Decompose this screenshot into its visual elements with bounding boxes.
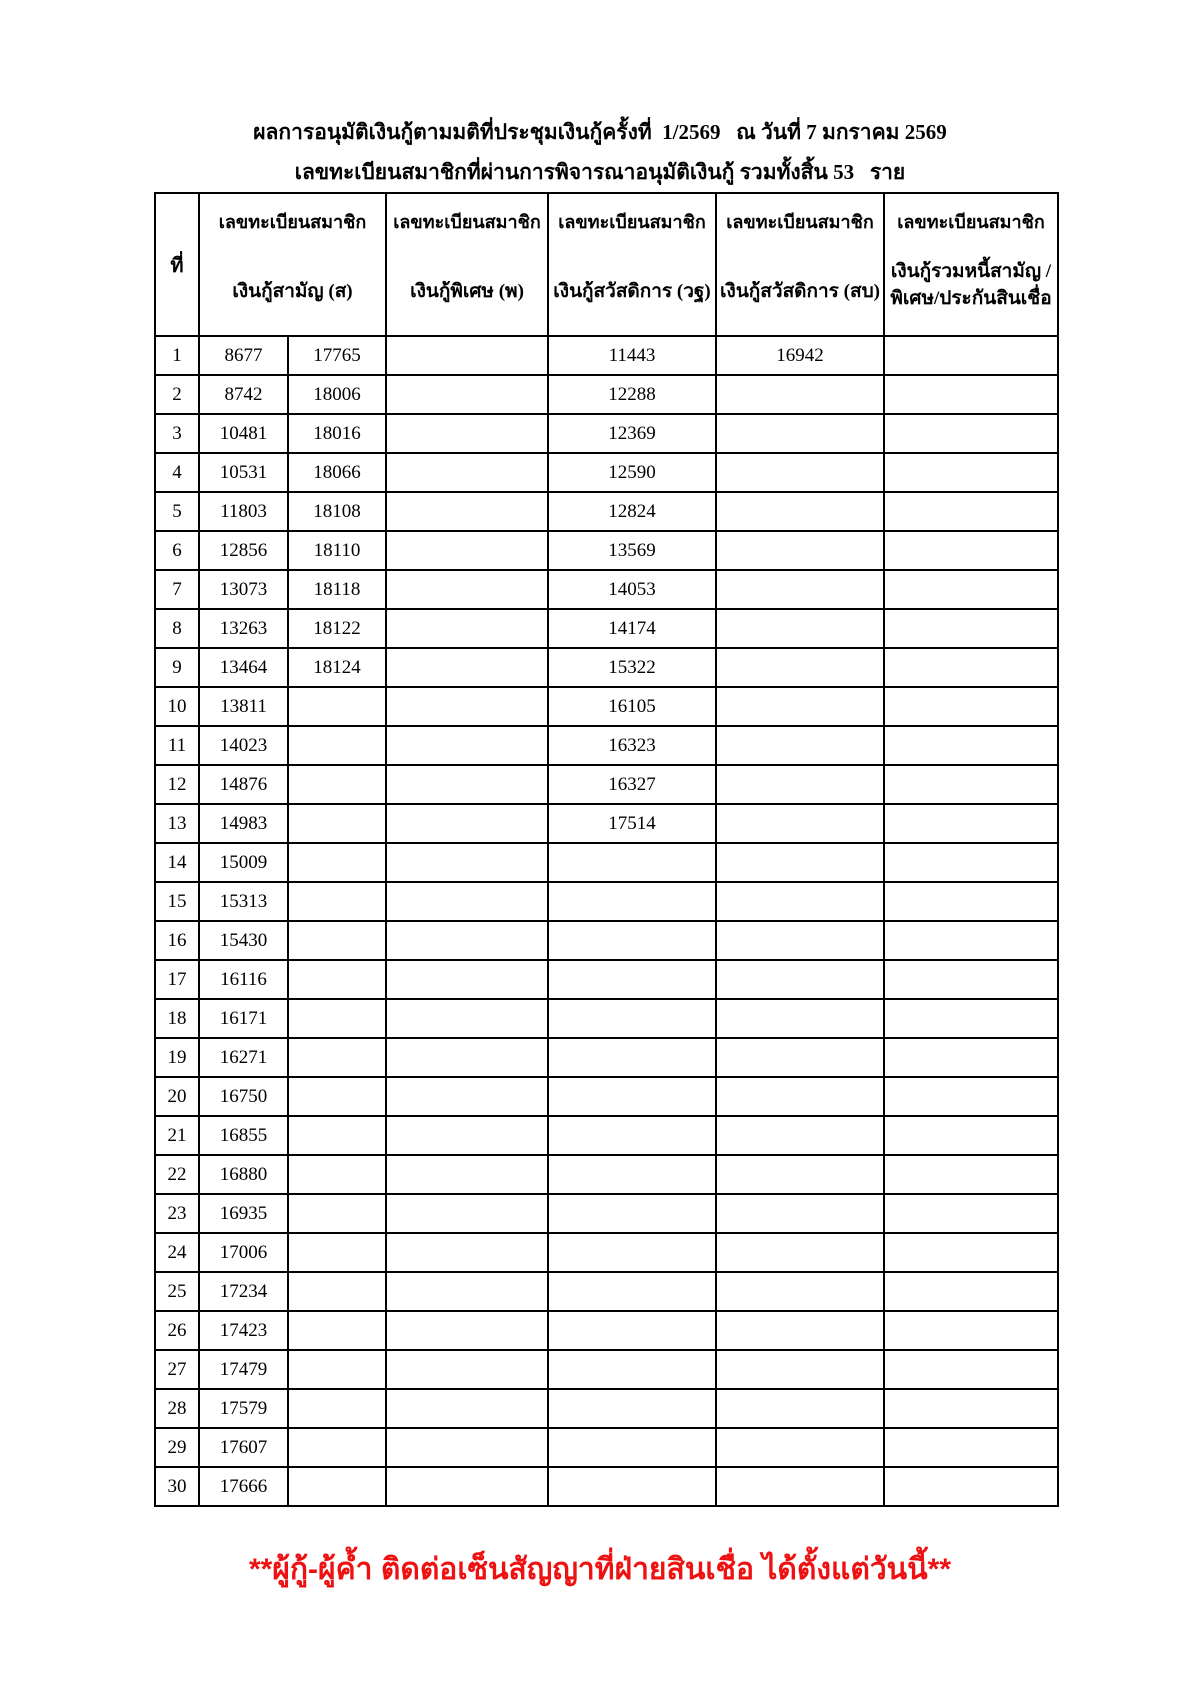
sawatdikan-sb-cell [716, 1467, 884, 1506]
sawatdikan-sb-cell [716, 1428, 884, 1467]
serial-cell: 25 [155, 1272, 199, 1311]
saman-col-a-cell: 16880 [199, 1155, 288, 1194]
document-title-line1: ผลการอนุมัติเงินกู้ตามมติที่ประชุมเงินกู้ครั้งที่ 1/2569 ณ วันที่ 7 มกราคม 2569 [253, 120, 947, 144]
loan-type-phiset-label: เงินกู้พิเศษ (พ) [410, 281, 524, 302]
phiset-cell [386, 687, 548, 726]
sawatdikan-sb-cell [716, 1077, 884, 1116]
saman-col-b-cell: 18118 [288, 570, 386, 609]
sawatdikan-wt-cell [548, 999, 716, 1038]
ruam-nee-cell [884, 414, 1058, 453]
serial-cell: 10 [155, 687, 199, 726]
table-row [155, 1116, 1058, 1155]
sawatdikan-wt-cell [548, 1311, 716, 1350]
phiset-cell [386, 1467, 548, 1506]
member-number-label: เลขทะเบียนสมาชิก [393, 212, 541, 232]
serial-cell: 28 [155, 1389, 199, 1428]
serial-header-label: ที่ [170, 254, 184, 277]
footer-note: **ผู้กู้-ผู้ค้ำ ติดต่อเซ็นสัญญาที่ฝ่ายสินเชื่อ ได้ตั้งแต่วันนี้** [248, 1553, 952, 1586]
phiset-cell [386, 960, 548, 999]
sawatdikan-sb-cell [716, 1389, 884, 1428]
table-row [155, 882, 1058, 921]
sawatdikan-sb-cell [716, 1038, 884, 1077]
sawatdikan-wt-cell: 16323 [548, 726, 716, 765]
phiset-cell [386, 453, 548, 492]
loan-type-sawatdikan-wt-label: เงินกู้สวัสดิการ (วฐ) [553, 281, 711, 302]
sawatdikan-wt-cell: 11443 [548, 336, 716, 375]
phiset-cell [386, 1350, 548, 1389]
table-row [155, 1077, 1058, 1116]
saman-col-b-cell [288, 1116, 386, 1155]
sawatdikan-wt-cell [548, 1272, 716, 1311]
saman-col-a-cell: 16750 [199, 1077, 288, 1116]
serial-cell: 5 [155, 492, 199, 531]
ruam-nee-cell [884, 687, 1058, 726]
saman-col-b-cell: 18122 [288, 609, 386, 648]
loan-approval-table [154, 192, 1059, 1507]
sawatdikan-sb-cell [716, 1155, 884, 1194]
ruam-nee-cell [884, 1038, 1058, 1077]
serial-cell: 15 [155, 882, 199, 921]
sawatdikan-wt-cell [548, 1116, 716, 1155]
sawatdikan-wt-cell: 13569 [548, 531, 716, 570]
header-ruam-nee-loan [884, 193, 1058, 336]
saman-col-a-cell: 8742 [199, 375, 288, 414]
saman-col-a-cell: 16271 [199, 1038, 288, 1077]
sawatdikan-sb-cell [716, 1311, 884, 1350]
ruam-nee-cell [884, 1077, 1058, 1116]
ruam-nee-cell [884, 531, 1058, 570]
serial-cell: 30 [155, 1467, 199, 1506]
ruam-nee-cell [884, 765, 1058, 804]
phiset-cell [386, 1311, 548, 1350]
header-saman-loan [199, 193, 386, 336]
table-row [155, 804, 1058, 843]
phiset-cell [386, 726, 548, 765]
saman-col-b-cell [288, 960, 386, 999]
serial-cell: 7 [155, 570, 199, 609]
saman-col-a-cell: 13073 [199, 570, 288, 609]
saman-col-a-cell: 17666 [199, 1467, 288, 1506]
phiset-cell [386, 1389, 548, 1428]
saman-col-b-cell [288, 1467, 386, 1506]
saman-col-b-cell [288, 1428, 386, 1467]
saman-col-b-cell [288, 1155, 386, 1194]
table-row [155, 1350, 1058, 1389]
header-serial [155, 193, 199, 336]
sawatdikan-wt-cell: 12590 [548, 453, 716, 492]
table-row [155, 921, 1058, 960]
saman-col-a-cell: 17579 [199, 1389, 288, 1428]
sawatdikan-wt-cell: 14053 [548, 570, 716, 609]
loan-type-ruam-nee-line2: พิเศษ/ประกันสินเชื่อ [890, 288, 1052, 309]
saman-col-b-cell [288, 1272, 386, 1311]
ruam-nee-cell [884, 804, 1058, 843]
loan-type-sawatdikan-sb-label: เงินกู้สวัสดิการ (สบ) [720, 281, 880, 302]
phiset-cell [386, 336, 548, 375]
sawatdikan-wt-cell [548, 843, 716, 882]
sawatdikan-wt-cell: 12288 [548, 375, 716, 414]
loan-type-saman-label: เงินกู้สามัญ (ส) [232, 281, 353, 302]
serial-cell: 4 [155, 453, 199, 492]
ruam-nee-cell [884, 921, 1058, 960]
sawatdikan-sb-cell [716, 687, 884, 726]
ruam-nee-cell [884, 492, 1058, 531]
saman-col-b-cell [288, 804, 386, 843]
phiset-cell [386, 921, 548, 960]
saman-col-b-cell [288, 1038, 386, 1077]
saman-col-b-cell [288, 726, 386, 765]
sawatdikan-sb-cell: 16942 [716, 336, 884, 375]
table-row [155, 843, 1058, 882]
serial-cell: 22 [155, 1155, 199, 1194]
serial-cell: 26 [155, 1311, 199, 1350]
serial-cell: 29 [155, 1428, 199, 1467]
sawatdikan-sb-cell [716, 921, 884, 960]
sawatdikan-sb-cell [716, 999, 884, 1038]
table-row [155, 492, 1058, 531]
table-row [155, 1194, 1058, 1233]
phiset-cell [386, 804, 548, 843]
ruam-nee-cell [884, 1389, 1058, 1428]
saman-col-b-cell [288, 1311, 386, 1350]
saman-col-b-cell [288, 843, 386, 882]
ruam-nee-cell [884, 1155, 1058, 1194]
sawatdikan-wt-cell: 12369 [548, 414, 716, 453]
sawatdikan-sb-cell [716, 1350, 884, 1389]
document-title-line2: เลขทะเบียนสมาชิกที่ผ่านการพิจารณาอนุมัติเงินกู้ รวมทั้งสิ้น 53 ราย [294, 160, 906, 184]
serial-cell: 12 [155, 765, 199, 804]
sawatdikan-sb-cell [716, 804, 884, 843]
saman-col-a-cell: 13464 [199, 648, 288, 687]
phiset-cell [386, 570, 548, 609]
ruam-nee-cell [884, 882, 1058, 921]
sawatdikan-wt-cell [548, 1194, 716, 1233]
ruam-nee-cell [884, 960, 1058, 999]
serial-cell: 20 [155, 1077, 199, 1116]
ruam-nee-cell [884, 1350, 1058, 1389]
saman-col-a-cell: 10481 [199, 414, 288, 453]
ruam-nee-cell [884, 1272, 1058, 1311]
table-row [155, 531, 1058, 570]
sawatdikan-wt-cell [548, 882, 716, 921]
phiset-cell [386, 999, 548, 1038]
sawatdikan-sb-cell [716, 609, 884, 648]
sawatdikan-sb-cell [716, 492, 884, 531]
ruam-nee-cell [884, 726, 1058, 765]
table-row [155, 999, 1058, 1038]
saman-col-a-cell: 17006 [199, 1233, 288, 1272]
serial-cell: 24 [155, 1233, 199, 1272]
phiset-cell [386, 648, 548, 687]
member-number-label: เลขทะเบียนสมาชิก [897, 212, 1045, 232]
sawatdikan-sb-cell [716, 1194, 884, 1233]
ruam-nee-cell [884, 1311, 1058, 1350]
saman-col-a-cell: 14023 [199, 726, 288, 765]
saman-col-a-cell: 12856 [199, 531, 288, 570]
saman-col-a-cell: 13263 [199, 609, 288, 648]
table-row [155, 726, 1058, 765]
sawatdikan-wt-cell [548, 1038, 716, 1077]
saman-col-b-cell [288, 1350, 386, 1389]
saman-col-b-cell [288, 1389, 386, 1428]
saman-col-b-cell [288, 999, 386, 1038]
member-table-body [155, 336, 1058, 1506]
sawatdikan-wt-cell [548, 1428, 716, 1467]
sawatdikan-wt-cell: 14174 [548, 609, 716, 648]
ruam-nee-cell [884, 570, 1058, 609]
saman-col-a-cell: 8677 [199, 336, 288, 375]
ruam-nee-cell [884, 1467, 1058, 1506]
saman-col-a-cell: 17234 [199, 1272, 288, 1311]
table-row [155, 609, 1058, 648]
saman-col-b-cell [288, 687, 386, 726]
sawatdikan-sb-cell [716, 453, 884, 492]
sawatdikan-wt-cell: 16105 [548, 687, 716, 726]
phiset-cell [386, 765, 548, 804]
table-header-row [155, 193, 1058, 336]
sawatdikan-wt-cell [548, 1155, 716, 1194]
table-row [155, 1233, 1058, 1272]
serial-cell: 23 [155, 1194, 199, 1233]
phiset-cell [386, 882, 548, 921]
sawatdikan-sb-cell [716, 882, 884, 921]
serial-cell: 8 [155, 609, 199, 648]
ruam-nee-cell [884, 336, 1058, 375]
sawatdikan-wt-cell [548, 1350, 716, 1389]
sawatdikan-wt-cell [548, 921, 716, 960]
member-number-label: เลขทะเบียนสมาชิก [726, 212, 874, 232]
sawatdikan-wt-cell: 12824 [548, 492, 716, 531]
sawatdikan-sb-cell [716, 843, 884, 882]
saman-col-a-cell: 16171 [199, 999, 288, 1038]
phiset-cell [386, 531, 548, 570]
serial-cell: 16 [155, 921, 199, 960]
phiset-cell [386, 1038, 548, 1077]
saman-col-b-cell: 17765 [288, 336, 386, 375]
saman-col-b-cell [288, 882, 386, 921]
saman-col-b-cell [288, 1077, 386, 1116]
phiset-cell [386, 1116, 548, 1155]
ruam-nee-cell [884, 1116, 1058, 1155]
phiset-cell [386, 492, 548, 531]
phiset-cell [386, 1077, 548, 1116]
serial-cell: 18 [155, 999, 199, 1038]
saman-col-b-cell [288, 1233, 386, 1272]
sawatdikan-wt-cell [548, 960, 716, 999]
serial-cell: 17 [155, 960, 199, 999]
serial-cell: 19 [155, 1038, 199, 1077]
phiset-cell [386, 375, 548, 414]
table-row [155, 570, 1058, 609]
loan-type-ruam-nee-label [885, 258, 1057, 312]
saman-col-a-cell: 13811 [199, 687, 288, 726]
header-phiset-loan [386, 193, 548, 336]
header-sawatdikan-sb-loan [716, 193, 884, 336]
saman-col-b-cell: 18006 [288, 375, 386, 414]
sawatdikan-wt-cell [548, 1467, 716, 1506]
serial-cell: 21 [155, 1116, 199, 1155]
saman-col-a-cell: 15313 [199, 882, 288, 921]
ruam-nee-cell [884, 999, 1058, 1038]
saman-col-a-cell: 14876 [199, 765, 288, 804]
saman-col-a-cell: 15430 [199, 921, 288, 960]
sawatdikan-wt-cell: 16327 [548, 765, 716, 804]
table-row [155, 765, 1058, 804]
phiset-cell [386, 843, 548, 882]
header-sawatdikan-wt-loan [548, 193, 716, 336]
ruam-nee-cell [884, 1233, 1058, 1272]
sawatdikan-wt-cell [548, 1233, 716, 1272]
saman-col-a-cell: 17479 [199, 1350, 288, 1389]
saman-col-b-cell: 18016 [288, 414, 386, 453]
phiset-cell [386, 1233, 548, 1272]
ruam-nee-cell [884, 1428, 1058, 1467]
table-row [155, 414, 1058, 453]
serial-cell: 14 [155, 843, 199, 882]
table-row [155, 336, 1058, 375]
saman-col-a-cell: 15009 [199, 843, 288, 882]
table-row [155, 687, 1058, 726]
serial-cell: 2 [155, 375, 199, 414]
loan-type-ruam-nee-line1: เงินกู้รวมหนี้สามัญ / [890, 261, 1052, 282]
sawatdikan-sb-cell [716, 1272, 884, 1311]
saman-col-b-cell: 18108 [288, 492, 386, 531]
saman-col-a-cell: 17423 [199, 1311, 288, 1350]
table-row [155, 1155, 1058, 1194]
sawatdikan-wt-cell: 17514 [548, 804, 716, 843]
sawatdikan-sb-cell [716, 726, 884, 765]
phiset-cell [386, 1194, 548, 1233]
table-row [155, 960, 1058, 999]
saman-col-b-cell [288, 1194, 386, 1233]
phiset-cell [386, 414, 548, 453]
saman-col-a-cell: 16855 [199, 1116, 288, 1155]
saman-col-a-cell: 17607 [199, 1428, 288, 1467]
table-row [155, 1311, 1058, 1350]
sawatdikan-sb-cell [716, 570, 884, 609]
sawatdikan-sb-cell [716, 648, 884, 687]
saman-col-b-cell: 18066 [288, 453, 386, 492]
sawatdikan-wt-cell [548, 1389, 716, 1428]
member-number-label: เลขทะเบียนสมาชิก [558, 212, 706, 232]
saman-col-b-cell [288, 921, 386, 960]
sawatdikan-sb-cell [716, 531, 884, 570]
sawatdikan-wt-cell: 15322 [548, 648, 716, 687]
ruam-nee-cell [884, 843, 1058, 882]
serial-cell: 6 [155, 531, 199, 570]
sawatdikan-sb-cell [716, 375, 884, 414]
ruam-nee-cell [884, 609, 1058, 648]
saman-col-b-cell: 18124 [288, 648, 386, 687]
serial-cell: 9 [155, 648, 199, 687]
sawatdikan-sb-cell [716, 765, 884, 804]
saman-col-a-cell: 11803 [199, 492, 288, 531]
ruam-nee-cell [884, 1194, 1058, 1233]
saman-col-a-cell: 16935 [199, 1194, 288, 1233]
phiset-cell [386, 1272, 548, 1311]
ruam-nee-cell [884, 375, 1058, 414]
table-row [155, 453, 1058, 492]
phiset-cell [386, 1155, 548, 1194]
sawatdikan-sb-cell [716, 960, 884, 999]
sawatdikan-sb-cell [716, 1233, 884, 1272]
serial-cell: 13 [155, 804, 199, 843]
saman-col-b-cell [288, 765, 386, 804]
serial-cell: 11 [155, 726, 199, 765]
saman-col-a-cell: 10531 [199, 453, 288, 492]
sawatdikan-sb-cell [716, 1116, 884, 1155]
table-row [155, 1272, 1058, 1311]
table-row [155, 375, 1058, 414]
sawatdikan-wt-cell [548, 1077, 716, 1116]
table-row [155, 1467, 1058, 1506]
serial-cell: 3 [155, 414, 199, 453]
saman-col-b-cell: 18110 [288, 531, 386, 570]
table-row [155, 1428, 1058, 1467]
table-row [155, 1038, 1058, 1077]
member-number-label: เลขทะเบียนสมาชิก [218, 212, 367, 232]
serial-cell: 1 [155, 336, 199, 375]
serial-cell: 27 [155, 1350, 199, 1389]
ruam-nee-cell [884, 648, 1058, 687]
phiset-cell [386, 609, 548, 648]
phiset-cell [386, 1428, 548, 1467]
table-row [155, 648, 1058, 687]
saman-col-a-cell: 16116 [199, 960, 288, 999]
sawatdikan-sb-cell [716, 414, 884, 453]
table-row [155, 1389, 1058, 1428]
saman-col-a-cell: 14983 [199, 804, 288, 843]
ruam-nee-cell [884, 453, 1058, 492]
